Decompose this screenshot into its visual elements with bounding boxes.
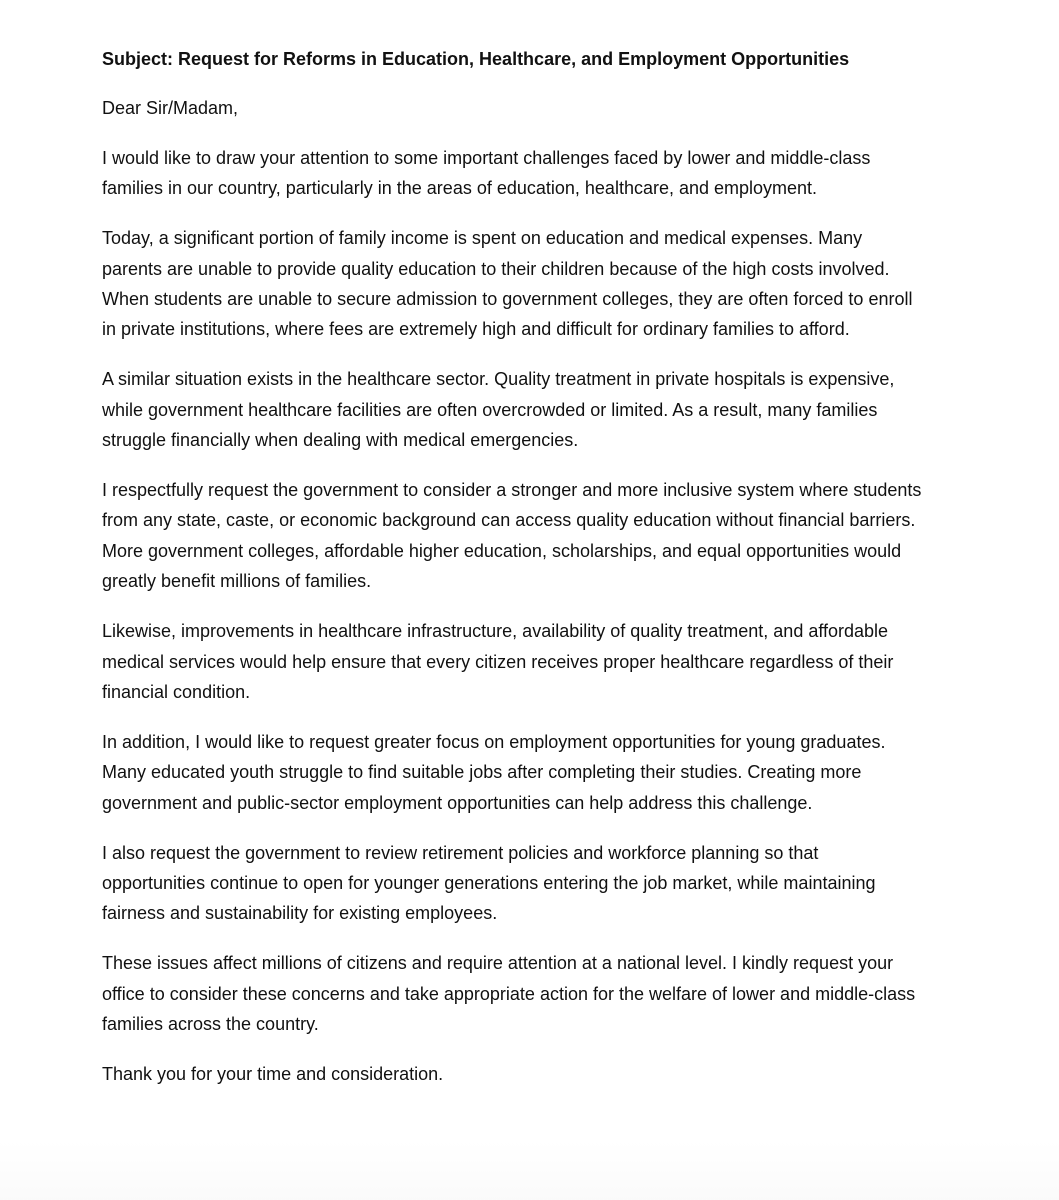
letter-document [102,44,922,1109]
letter-paragraph-2: Today, a significant portion of family income is spent on education and medical expenses. Many parents are unable to provide quality education to their children because of the high costs involved. When students are unable to secure admission to government colleges, they are often forced to enroll in private institutions, where fees are extremely high and difficult for ordinary families to afford. [102,228,913,340]
letter-subject: Subject: Request for Reforms in Education, Healthcare, and Employment Opportunities [102,49,850,69]
letter-paragraph-1: I would like to draw your attention to some important challenges faced by lower and middle-class families in our country, particularly in the areas of education, healthcare, and employment. [102,147,871,199]
bottom-fade-overlay [0,1140,1059,1200]
letter-closing: Thank you for your time and consideration. [102,1064,444,1085]
letter-paragraph-7: I also request the government to review retirement policies and workforce planning so that opportunities continue to open for younger generations entering the job market, while maintaining fairness and sustainability for existing employees. [102,842,876,924]
letter-paragraph-4: I respectfully request the government to consider a stronger and more inclusive system where students from any state, caste, or economic background can access quality education without financial barriers. More government colleges, affordable higher education, scholarships, and equal opportunities would greatly benefit millions of families. [102,480,922,592]
letter-paragraph-5: Likewise, improvements in healthcare infrastructure, availability of quality treatment, and affordable medical services would help ensure that every citizen receives proper healthcare regardless of their financial condition. [102,621,894,702]
letter-paragraph-3: A similar situation exists in the healthcare sector. Quality treatment in private hospitals is expensive, while government healthcare facilities are often overcrowded or limited. As a result, many families struggle financially when dealing with medical emergencies. [102,369,895,451]
letter-paragraph-8: These issues affect millions of citizens and require attention at a national level. I kindly request your office to consider these concerns and take appropriate action for the welfare of lower and middle-class families across the country. [102,953,916,1035]
letter-paragraph-6: In addition, I would like to request greater focus on employment opportunities for young graduates. Many educated youth struggle to find suitable jobs after completing their studies. Creating more government and public-sector employment opportunities can help address this challenge. [102,731,886,813]
letter-salutation: Dear Sir/Madam, [102,98,239,118]
